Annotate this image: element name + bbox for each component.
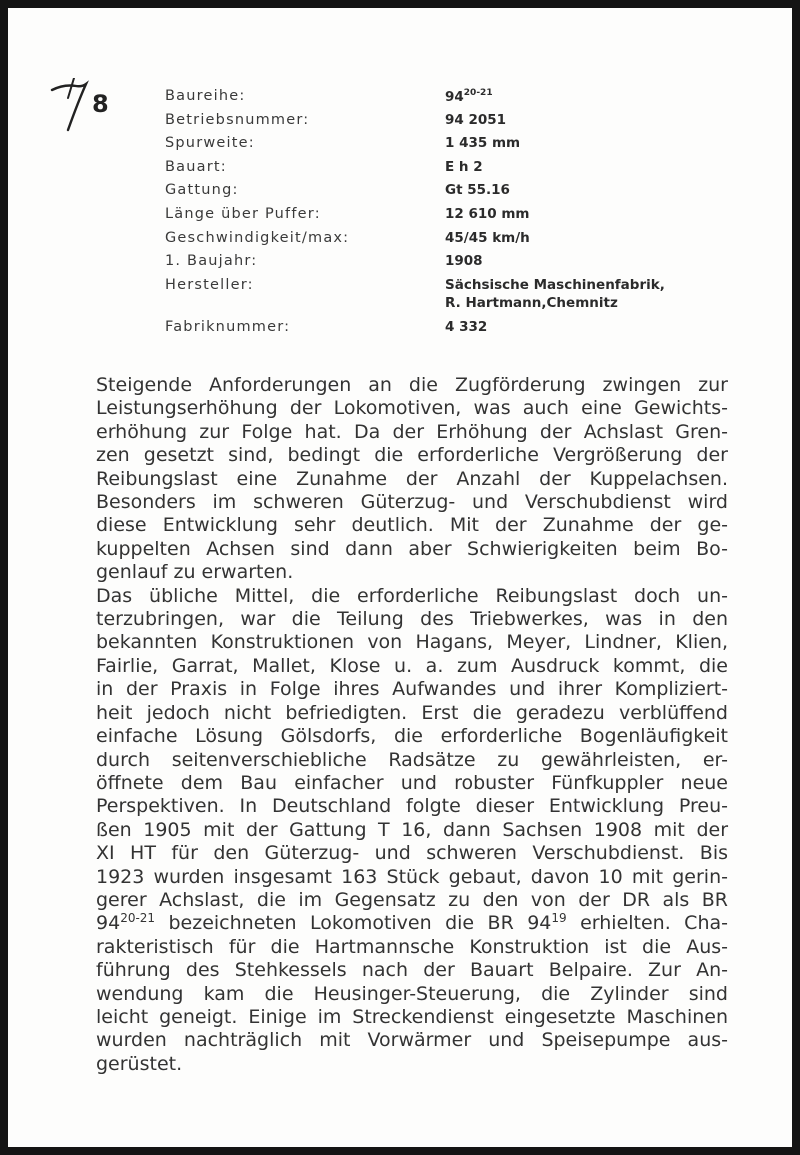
spec-value-sup: 20-21 bbox=[463, 88, 493, 98]
spec-value-base: 94 bbox=[445, 89, 464, 105]
description-line: wurden nachträglich mit Vorwärmer und Speisepumpe aus- bbox=[96, 1029, 728, 1052]
spec-value: Gt 55.16 bbox=[445, 182, 510, 199]
description-line: kuppelten Achsen sind dann aber Schwierigkeiten beim Bo- bbox=[96, 537, 728, 560]
description-line: diese Entwicklung sehr deutlich. Mit der Zunahme der ge- bbox=[96, 514, 728, 537]
description-line: 1923 wurden insgesamt 163 Stück gebaut, davon 10 mit gerin- bbox=[96, 865, 728, 888]
description-line: Leistungserhöhung der Lokomotiven, was auch eine Gewichts- bbox=[96, 397, 728, 420]
description-line: leicht geneigt. Einige im Streckendienst eingesetzte Maschinen bbox=[96, 1005, 728, 1028]
description-line: öffnete dem Bau einfacher und robuster Fünfkuppler neue bbox=[96, 771, 728, 794]
spec-value: E h 2 bbox=[445, 158, 483, 175]
spec-label: Hersteller: bbox=[165, 276, 254, 293]
spec-label: 1. Baujahr: bbox=[165, 253, 258, 270]
spec-row-bauart bbox=[165, 159, 765, 183]
spec-label: Baureihe: bbox=[165, 88, 246, 104]
spec-row-betriebsnummer bbox=[165, 112, 765, 136]
page-number bbox=[46, 78, 116, 138]
description-line-with-superscripts bbox=[96, 912, 728, 935]
spec-table bbox=[165, 88, 765, 342]
description-line: gerer Achslast, die im Gegensatz zu den von der DR als BR bbox=[96, 888, 728, 911]
description-superscript: 19 bbox=[551, 911, 567, 926]
spec-row-laenge bbox=[165, 206, 765, 230]
spec-label: Fabriknummer: bbox=[165, 318, 291, 335]
description-line: Fairlie, Garrat, Mallet, Klose u. a. zum Ausdruck kommt, die bbox=[96, 654, 728, 677]
spec-row-hersteller bbox=[165, 277, 765, 319]
description-line: gerüstet. bbox=[96, 1052, 183, 1075]
description-line: Steigende Anforderungen an die Zugförderung zwingen zur bbox=[96, 374, 728, 396]
spec-row-fabriknummer bbox=[165, 319, 765, 343]
description-line: in der Praxis in Folge ihres Aufwandes und ihrer Kompliziert- bbox=[96, 678, 728, 701]
description-line: erhöhung zur Folge hat. Da der Erhöhung der Achslast Gren- bbox=[96, 420, 728, 443]
description-fragment: 94 bbox=[96, 912, 121, 935]
description-fragment: erhielten. Cha- bbox=[566, 912, 728, 935]
spec-row-gattung bbox=[165, 182, 765, 206]
description-line: ßen 1905 mit der Gattung T 16, dann Sachsen 1908 mit der bbox=[96, 818, 728, 841]
spec-value-line1: Sächsische Maschinenfabrik, bbox=[445, 276, 665, 293]
description-line: XI HT für den Güterzug- und schweren Verschubdienst. Bis bbox=[96, 842, 728, 865]
description-line: einfache Lösung Gölsdorfs, die erforderliche Bogenläufigkeit bbox=[96, 725, 728, 748]
handwritten-seven-glyph bbox=[46, 78, 96, 138]
description-line: bekannten Konstruktionen von Hagans, Meyer, Lindner, Klien, bbox=[96, 631, 728, 654]
spec-value: 1908 bbox=[445, 253, 483, 270]
spec-label: Bauart: bbox=[165, 158, 227, 175]
description-line: durch seitenverschiebliche Radsätze zu gewährleisten, er- bbox=[96, 748, 728, 771]
description-line: Reibungslast eine Zunahme der Anzahl der Kuppelachsen. bbox=[96, 467, 728, 490]
spec-label: Spurweite: bbox=[165, 135, 255, 152]
description-line: zen gesetzt sind, bedingt die erforderliche Vergrößerung der bbox=[96, 444, 728, 467]
description-line: Besonders im schweren Güterzug- und Verschubdienst wird bbox=[96, 491, 728, 514]
description-line: Das übliche Mittel, die erforderliche Reibungslast doch un- bbox=[96, 584, 728, 607]
spec-row-baujahr bbox=[165, 253, 765, 277]
spec-label: Länge über Puffer: bbox=[165, 205, 321, 222]
spec-value bbox=[445, 88, 493, 105]
spec-value bbox=[445, 277, 665, 311]
description-line: terzubringen, war die Teilung des Triebwerkes, was in den bbox=[96, 608, 728, 631]
description-line: Perspektiven. In Deutschland folgte dieser Entwicklung Preu- bbox=[96, 795, 728, 818]
page-number-denominator: 8 bbox=[92, 90, 109, 118]
spec-row-spurweite bbox=[165, 135, 765, 159]
spec-row-baureihe bbox=[165, 88, 765, 112]
spec-label: Betriebsnummer: bbox=[165, 111, 310, 128]
description-line: rakteristisch für die Hartmannsche Konstruktion ist die Aus- bbox=[96, 935, 728, 958]
description-line: wendung kam die Heusinger-Steuerung, die Zylinder sind bbox=[96, 982, 728, 1005]
spec-value: 1 435 mm bbox=[445, 135, 521, 152]
spec-label: Gattung: bbox=[165, 182, 239, 199]
description-text bbox=[96, 374, 728, 1076]
description-line: heit jedoch nicht befriedigten. Erst die geradezu verblüffend bbox=[96, 701, 728, 724]
description-line: führung des Stehkessels nach der Bauart Belpaire. Zur An- bbox=[96, 959, 728, 982]
spec-row-geschwindigkeit bbox=[165, 230, 765, 254]
spec-label: Geschwindigkeit/max: bbox=[165, 229, 350, 246]
spec-value: 94 2051 bbox=[445, 111, 507, 128]
spec-value: 45/45 km/h bbox=[445, 229, 530, 246]
spec-value: 4 332 bbox=[445, 318, 488, 335]
description-fragment: bezeichneten Lokomotiven die BR 94 bbox=[155, 912, 552, 935]
spec-value: 12 610 mm bbox=[445, 205, 530, 222]
spec-value-line2: R. Hartmann,Chemnitz bbox=[445, 294, 618, 311]
description-line: genlauf zu erwarten. bbox=[96, 561, 294, 584]
description-superscript: 20-21 bbox=[120, 911, 156, 926]
